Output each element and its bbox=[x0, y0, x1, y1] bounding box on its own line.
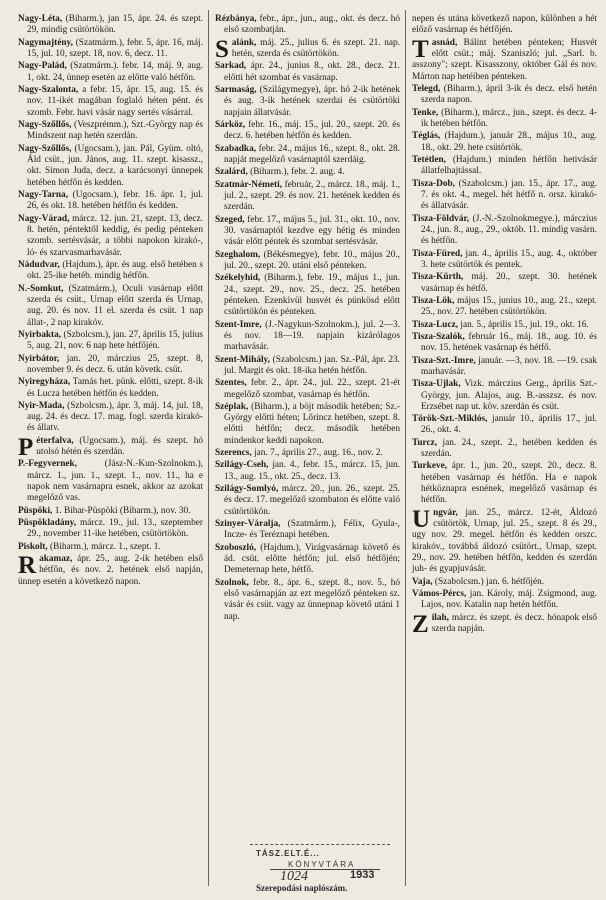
listing-entry bbox=[412, 84, 597, 107]
listing-entry bbox=[18, 433, 203, 461]
entry-text: márcz. és szept. és decz. hónapok első szerda napján. bbox=[431, 612, 597, 635]
entry-place-name: Sarkad, bbox=[215, 61, 247, 72]
listing-entry bbox=[412, 414, 597, 437]
listing-entry bbox=[215, 273, 400, 318]
listing-entry bbox=[412, 438, 597, 461]
entry-text: ápr. 1., jun. 20., szept. 20., decz. 8. hetében vasárnap és hétfőn. Ha e napok hétköznapra esnének, megelőző vasárnap és hétfőn. bbox=[421, 461, 597, 506]
entry-text: (Békésmegye), febr. 10., május 20., jul. 20., szept. 20. utáni első pénteken. bbox=[224, 249, 400, 271]
column-rule bbox=[208, 10, 209, 886]
entry-place-name: Szolnok, bbox=[215, 577, 249, 588]
listing-entry bbox=[215, 543, 400, 577]
entry-place-name: Tisza-Szt.-Imre, bbox=[412, 355, 476, 366]
entry-place-name: Tisza-Lucz, bbox=[412, 319, 459, 330]
entry-text: febr. 2., ápr. 24., jul. 22., szept. 21-ét megelőző szombat, vasárnap és hétfőn. bbox=[224, 378, 400, 400]
entry-place-name: Tisza-Lök, bbox=[412, 295, 455, 306]
entry-place-name: Tisza-Füred, bbox=[412, 248, 463, 259]
entry-place-name: Vaja, bbox=[412, 576, 433, 587]
entry-text: (Szabolcsm.) jan. 6. hétfőjén. bbox=[432, 576, 545, 587]
entry-text: (Hajdum.), január 28., május 10., aug. 18., okt. 29. hete csütörtök. bbox=[421, 131, 597, 153]
entry-place-name: éterfalva, bbox=[36, 435, 74, 446]
entry-place-name: Telegd, bbox=[412, 83, 441, 94]
entry-text: (Ugocsam.), máj. és szept. hó utolsó hétén és szerdán. bbox=[36, 435, 203, 458]
entry-place-name: Nagy-Szalonta, bbox=[18, 84, 79, 95]
column-2 bbox=[215, 14, 400, 624]
listing-entry bbox=[18, 190, 203, 213]
entry-text: jan. 5., április 15., jul. 19., okt. 16. bbox=[458, 319, 589, 330]
listing-entry bbox=[412, 214, 597, 248]
entry-place-name: Szatmár-Németi, bbox=[215, 179, 283, 190]
listing-entry bbox=[18, 401, 203, 435]
listing-entry bbox=[18, 120, 203, 143]
listing-entry bbox=[18, 260, 203, 283]
entry-place-name: Széplak, bbox=[215, 401, 249, 412]
entry-text: (Biharm.), márcz. 1., szept. 1. bbox=[47, 541, 161, 552]
entry-text: (Szbolcsm.), ápr. 3, máj. 14, jul. 18, aug. 24. és decz. 17. mag. fogl. szerda kirakó- és állatv. bbox=[27, 400, 203, 434]
stamp-mid-text: KÖNYVTÁRA bbox=[288, 860, 356, 869]
listing-entry bbox=[215, 180, 400, 214]
listing-entry bbox=[215, 167, 400, 178]
entry-text: (J.-Nagykun-Szolnokm.), jul. 2—3. és nov. 18—19. napjain kizárólagos marhavásár. bbox=[224, 319, 400, 353]
entry-place-name: akamaz, bbox=[39, 554, 73, 565]
listing-entry bbox=[412, 610, 597, 638]
entry-place-name: Vámos-Pércs, bbox=[412, 589, 467, 600]
entry-text: (Hajdum.), Virágvasárnap követő és ád. csüt. előtte hétfőn; jul. első hétfőjén; Demeternap hete, hétfő. bbox=[224, 542, 400, 576]
entry-text: (Szbolcsm.), jan. 27, április 15, julius 5, aug. 21, nov. 6 nap hete hétfőjén. bbox=[27, 329, 203, 352]
entry-text: Vizk. márczius Gerg., április Szt.-György, jun. Alajos, aug. B.-asszsz. és nov. Erzsébet nap ut. köv. szerdán és csüt. bbox=[421, 379, 597, 412]
drop-initial: U bbox=[412, 505, 431, 533]
entry-place-name: Nagy-Léta, bbox=[18, 14, 63, 24]
entry-text: (Szabolcsm.) jan. 15., ápr. 17., aug. 7. és okt. 4., megel. hét hétfő n. orsz. kirakó- és állatvásár. bbox=[421, 178, 597, 212]
entry-text: febr. 16., máj. 15., jul. 20., szept. 20. és decz. 6. hetében hétfőn és kedden. bbox=[224, 119, 400, 142]
entry-text: január 10., április 17., jul. 26., okt. 4. bbox=[421, 414, 597, 436]
listing-entry bbox=[215, 250, 400, 273]
listing-entry bbox=[215, 578, 400, 623]
listing-entry bbox=[412, 356, 597, 379]
entry-place-name: P.-Fegyvernek, bbox=[18, 459, 78, 470]
entry-text: 1. Bihar-Püspöki (Biharm.), nov. 30. bbox=[52, 505, 191, 516]
entry-text: (Hajdum.) minden hétfőn hetivásár állatfelhajtással. bbox=[421, 154, 597, 177]
entry-text: (Biharm.), febr. 19., május 1., jun. 24., szept. 29., nov. 25., decz. 25. hetében pénteken. Ezenkivül husvét és pünkösd előtt csütörtökön és pénteken. bbox=[224, 273, 400, 318]
listing-entry bbox=[412, 35, 597, 83]
listing-entry bbox=[215, 144, 400, 167]
stamp-top-text: TÁSZ.ELT.É... bbox=[256, 849, 320, 858]
entry-text: febr., ápr., jun., aug., okt. és decz. hó első szombatján. bbox=[224, 14, 400, 36]
listing-entry bbox=[215, 85, 400, 119]
listing-entry bbox=[18, 459, 203, 504]
listing-entry bbox=[215, 378, 400, 401]
listing-entry bbox=[18, 377, 203, 400]
listing-entry bbox=[18, 506, 203, 517]
entry-text: márcz. 19., jul. 13., szeptember 29., november 11-ike hetében, csütörtökön. bbox=[27, 518, 203, 540]
stamp-number: 1024 bbox=[280, 869, 308, 884]
entry-place-name: Tisza-Szalók, bbox=[412, 331, 465, 342]
entry-place-name: Rézbánya, bbox=[215, 14, 257, 24]
listing-entry bbox=[215, 519, 400, 542]
listing-entry bbox=[18, 330, 203, 353]
entry-place-name: Nyirbátor, bbox=[18, 353, 60, 364]
listing-entry bbox=[215, 35, 400, 63]
entry-place-name: Turkeve, bbox=[412, 461, 448, 472]
listing-entry bbox=[18, 214, 203, 259]
listing-entry bbox=[18, 542, 203, 553]
entry-place-name: Szilágy-Somlyó, bbox=[215, 484, 279, 495]
entry-text: a febr. 15, ápr. 15, aug. 15. és nov. 11-ikét magában foglaló héten pént. és szomb. Febr. havi vásár nagy sertés vásárral. bbox=[27, 84, 203, 118]
column-3 bbox=[412, 14, 597, 636]
listing-entry bbox=[215, 448, 400, 459]
entry-text: Bálint hetében pénteken; Husvét előtt csüt.; máj. Szaniszló; jul. „Sarl. b. asszony"; szept. Kisasszony, október Gál és nov. Márton nap hetéiben pénteken. bbox=[412, 37, 597, 82]
entry-text: (Szatmárm.). febr. 14, máj. 9, aug. 1, okt. 24, ünnep esetén az előtte való hétfőn. bbox=[27, 61, 203, 83]
entry-place-name: Szeged, bbox=[215, 214, 245, 225]
entry-text: (Biharm.), febr. 2. aug. 4. bbox=[247, 167, 345, 178]
listing-entry bbox=[412, 108, 597, 131]
entry-place-name: Tisza-Földvár, bbox=[412, 213, 470, 224]
entry-text: (Hajdum.), ápr. és aug. első hetében s okt. 25-ike hetéb. mindig hétfőn. bbox=[27, 259, 203, 282]
entry-text: (Jász-N.-Kun-Szolnokm.), márcz. 1., jun. 1., szept. 1., nov. 11., ha e napok nem vasárnapra esnek, akkor az azokat megelőző vas. bbox=[27, 459, 203, 504]
entry-text: február, 2., márcz. 18., máj. 1., jul. 2., szept. 29. és nov. 21. hetének kedden és szerdán. bbox=[224, 179, 400, 213]
entry-place-name: Tisza-Dob, bbox=[412, 178, 455, 189]
entry-place-name: Tenke, bbox=[412, 107, 439, 118]
entry-text: máj. 20., szept. 30. hetének vasárnap és hétfő. bbox=[421, 272, 597, 294]
entry-text: május 15., junius 10., aug. 21., szept. 25., nov. 27. hetében csütörtökön. bbox=[421, 295, 597, 318]
column-1 bbox=[18, 14, 203, 589]
listing-entry bbox=[412, 577, 597, 588]
entry-place-name: Szoboszló, bbox=[215, 542, 257, 553]
entry-text: (J.-N.-Szolnokmegye.), márczius 24., jun. 8., aug., 29., októb. 11. mindig vasárn. és hétfőn. bbox=[421, 213, 597, 247]
drop-initial: P bbox=[18, 433, 34, 461]
entry-text: jan. Károly, máj. Zsigmond, aug. Lajos, nov. Katalin nap hetén hétfőn. bbox=[421, 589, 597, 611]
entry-place-name: Szeghalom, bbox=[215, 249, 261, 260]
listing-entry bbox=[215, 120, 400, 143]
entry-place-name: Nyir-Mada, bbox=[18, 400, 65, 411]
entry-text: (Biharm.), márcz., jun., szept. és decz. 4-ik hetében hétfőn. bbox=[421, 107, 597, 129]
entry-place-name: Szilágy-Cseh, bbox=[215, 460, 269, 471]
listing-entry bbox=[18, 554, 203, 588]
entry-place-name: Nyirbakta, bbox=[18, 329, 62, 340]
entry-text: jan. 24., szept. 2., hetében kedden és szerdán. bbox=[421, 437, 597, 460]
entry-place-name: Nagy-Palád, bbox=[18, 61, 67, 72]
entry-place-name: Nagymajtény, bbox=[18, 37, 74, 48]
entry-place-name: Szent-Mihály, bbox=[215, 354, 271, 365]
entry-text: (Ugocsam.), febr. 16. ápr. 1, jul. 26, és okt. 18. hetében hétfőn és kedden. bbox=[27, 189, 203, 212]
entry-place-name: alánk, bbox=[231, 37, 257, 48]
entry-text: (Ugocsam.), jan. Pál, Gyüm. oltó, Áld csüt., jun. János, aug. 11. szept. kisassz., okt. Simon Juda, decz. a karácsonyi ünnepek hetében hétfőn és kedden. bbox=[27, 143, 203, 188]
listing-entry bbox=[412, 131, 597, 154]
listing-entry bbox=[412, 179, 597, 213]
drop-initial: T bbox=[412, 35, 429, 63]
entry-text: (Biharm.), jan 15, ápr. 24. és szept. 29, mindig csütörtökön. bbox=[27, 14, 203, 36]
entry-place-name: Sarmaság, bbox=[215, 84, 257, 95]
entry-place-name: Tetétlen, bbox=[412, 154, 446, 165]
entry-place-name: Török-Szt.-Miklós, bbox=[412, 414, 488, 425]
entry-place-name: Szinyer-Váralja, bbox=[215, 519, 281, 530]
listing-entry bbox=[18, 85, 203, 119]
entry-text: február 16., máj. 18., aug. 10. és nov. 15. hetének vasárnap és hétfő. bbox=[421, 331, 597, 354]
listing-entry bbox=[215, 320, 400, 354]
listing-entry bbox=[215, 355, 400, 378]
listing-entry bbox=[412, 155, 597, 178]
column-rule bbox=[405, 10, 406, 886]
drop-initial: R bbox=[18, 552, 37, 580]
entry-text: ápr. 24., junius 8., okt. 28., decz. 21. előtti hét szombat és vasárnap. bbox=[224, 61, 400, 83]
entry-text: jan. 4., febr. 15., márcz. 15, jun. 13., aug. 15., okt. 25., decz. 13. bbox=[224, 460, 400, 482]
listing-entry bbox=[412, 461, 597, 506]
listing-entry bbox=[18, 144, 203, 189]
entry-place-name: Székelyhid, bbox=[215, 273, 261, 284]
entry-place-name: Szentes, bbox=[215, 378, 247, 389]
stamp-bottom-text: Szerepodási naplószám. bbox=[256, 883, 348, 893]
entry-place-name: Szalárd, bbox=[215, 167, 248, 178]
entry-place-name: Szent-Imre, bbox=[215, 319, 262, 330]
entry-text: febr. 24., május 16., szept. 8., okt. 28. napját megelőző vasárnaptól szerdáig. bbox=[224, 143, 400, 165]
listing-entry bbox=[215, 14, 400, 37]
entry-place-name: Püspöki, bbox=[18, 505, 53, 516]
entry-place-name: Tisza-Kürth, bbox=[412, 272, 464, 283]
entry-place-name: Szerencs, bbox=[215, 448, 252, 459]
listing-entry bbox=[18, 38, 203, 61]
listing-entry bbox=[18, 354, 203, 377]
entry-text: febr. 8., ápr. 6., szept. 8., nov. 5., hó első vasárnapján az ezt megelőző pénteken sz. vásár és csüt. vagy az ünnepnap követő utáni 1 nap. bbox=[224, 577, 400, 622]
entry-place-name: Sárköz, bbox=[215, 119, 246, 130]
entry-place-name: Tisza-Ujlak, bbox=[412, 379, 461, 390]
entry-place-name: Nagy-Szőllős, bbox=[18, 119, 72, 130]
entry-place-name: Piskolt, bbox=[18, 541, 48, 552]
listing-entry bbox=[215, 460, 400, 483]
entry-place-name: ilah, bbox=[431, 612, 449, 623]
listing-entry bbox=[215, 215, 400, 249]
entry-text: máj. 25., julius 6. és szept. 21. nap. hetén, szerda és csütörtökön. bbox=[231, 37, 400, 59]
listing-entry bbox=[215, 61, 400, 84]
entry-place-name: asnád, bbox=[431, 37, 458, 48]
listing-entry bbox=[18, 518, 203, 541]
drop-initial: S bbox=[215, 35, 229, 63]
entry-text: jan. 25., márcz. 12-ét, Áldozó csütörtök, Urnap, jul. 25., szept. 8 és 29., ugy nov. 29. megel. hétfőn és kedden orszc. kirakóv., továbbá áldozó csütört., Urnap, szept. 29., nov. 29. hetében hétfőn, kedden és szerdán juh- és gyapjuvásár. bbox=[412, 507, 597, 575]
listing-entry bbox=[412, 332, 597, 355]
entry-text: (Szilágymegye), ápr. hó 2-ik hetének és aug. 3-ik hetének szerdai és csütörtöki napjain állatvásár. bbox=[224, 84, 400, 118]
entry-text: nepen és utána következő napon, különben a hét előző vasárnap és hétfőjén. bbox=[412, 14, 597, 36]
entry-text: (Biharm.), a böjt második hetében; Sz.-György előtti héten; Lőrincz hetében, szept. 8. előtti hétfőn; decz. második hetében mindenkor keddi napokon. bbox=[224, 401, 400, 446]
entry-text: Tamás het. pünk. előtti, szept. 8-ik és Lucza hetében hétfőn és kedden. bbox=[27, 377, 203, 399]
listing-entry bbox=[18, 284, 203, 329]
listing-entry bbox=[412, 296, 597, 319]
entry-place-name: Szabadka, bbox=[215, 143, 257, 154]
listing-entry bbox=[412, 14, 597, 37]
entry-text: (Szatmárm.), febr. 5, ápr. 16, máj. 15, jul. 10, szept. 18, nov. 6, decz. 11. bbox=[27, 37, 203, 59]
entry-text: jan. 20, márczius 25, szept. 8, november 9. és decz. 6. után követk. csüt. bbox=[27, 353, 203, 375]
entry-text: (Biharm.), ápril 3-ik és decz. első hetén szerda napon. bbox=[421, 83, 597, 106]
entry-text: (Szatmárm.), Oculi vasárnap előtt szerda és csüt., Urnap előtt szerda és Urnap, aug. 20. és nov. 11 el. szerda és csüt. 1 nap állat-, 2 nap kirakóv. bbox=[27, 283, 203, 328]
entry-text: ápr. 25., aug. 2-ik hetében első hétfőn, és nov. 2. hetének első napján, ünnep esetén a következő napon. bbox=[18, 554, 203, 587]
listing-entry bbox=[412, 320, 597, 331]
listing-entry bbox=[18, 61, 203, 84]
entry-text: jan. 4., április 15., aug. 4., október 3. hete csütörtök és pentek. bbox=[421, 248, 597, 270]
entry-place-name: Nagy-Tarna, bbox=[18, 189, 69, 200]
entry-place-name: N.-Somkut, bbox=[18, 283, 64, 294]
listing-entry bbox=[412, 249, 597, 272]
entry-text: márcz. 12. jun. 21, szept. 13, decz. 8. hetén, péntektől keddig, és pedig pénteken szomb. sertésvásár, a többi napokon kirakó-, ló- és szarvasmarhavásár. bbox=[27, 213, 203, 258]
listing-entry bbox=[412, 272, 597, 295]
listing-entry bbox=[18, 14, 203, 37]
entry-place-name: Püspökladány, bbox=[18, 518, 77, 529]
entry-text: (Szabolcsm.) jan. Sz.-Pál, ápr. 23. jul. Margit és okt. 18-ika hetén hétfőn. bbox=[224, 354, 400, 376]
entry-place-name: Nagy-Várad, bbox=[18, 213, 70, 224]
entry-text: (Veszprémm.), Szt.-György nap és Mindszent nap hetén szerdán. bbox=[27, 119, 203, 142]
entry-text: jan. 7., április 27., aug. 16., nov. 2. bbox=[251, 448, 383, 459]
listing-entry bbox=[412, 379, 597, 413]
drop-initial: Z bbox=[412, 610, 429, 638]
entry-place-name: ngvár, bbox=[433, 507, 458, 518]
entry-text: márcz. 20., jun. 26., szept. 25. és decz. 17. megelőző szombaton és előtte való csütörtökön. bbox=[224, 484, 400, 517]
stamp-year: 1933 bbox=[350, 869, 375, 881]
entry-place-name: Nyiregyháza, bbox=[18, 377, 71, 388]
entry-text: (Szatmárm.), Félix, Gyula-, Incze- és Teréznapi hetében. bbox=[224, 519, 400, 541]
entry-place-name: Téglás, bbox=[412, 131, 441, 142]
entry-place-name: Turcz, bbox=[412, 437, 438, 448]
library-stamp bbox=[250, 844, 390, 891]
entry-place-name: Nádudvar, bbox=[18, 259, 60, 270]
listing-entry bbox=[412, 505, 597, 576]
listing-entry bbox=[412, 589, 597, 612]
listing-entry bbox=[215, 484, 400, 518]
entry-place-name: Nagy-Szőllős, bbox=[18, 143, 72, 154]
entry-text: január. —3, nov. 18. —19. csak marhavásár. bbox=[421, 355, 597, 377]
listing-entry bbox=[215, 402, 400, 447]
entry-text: febr. 17., május 5., jul. 31., okt. 10., nov. 30. vasárnaptól kezdve egy hétig és minden vásár előtt péntek és szombat sertésvásár. bbox=[224, 214, 400, 248]
